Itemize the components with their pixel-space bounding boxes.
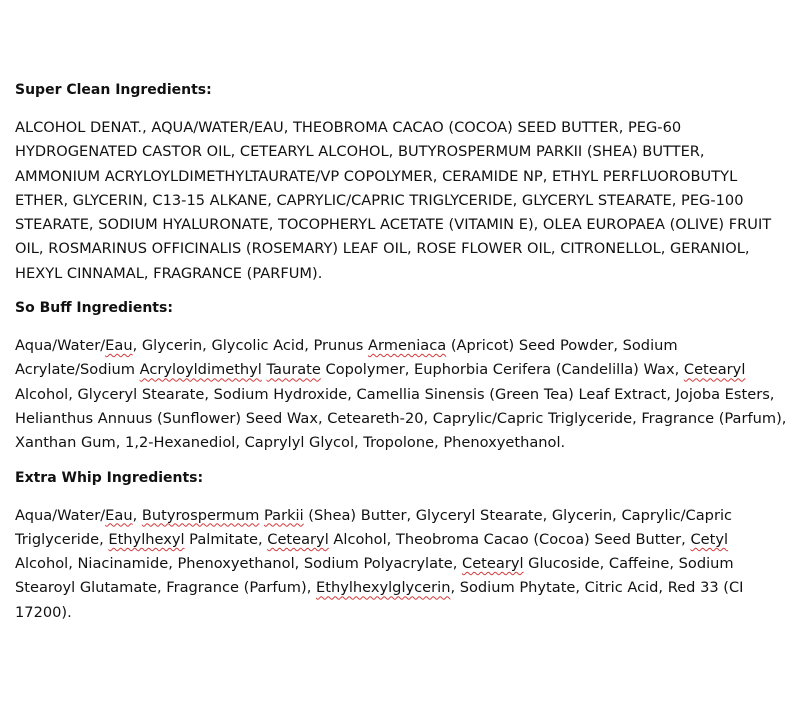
spellcheck-flagged-word: Ethylhexyl	[108, 530, 185, 548]
spellcheck-flagged-word: Eau	[105, 337, 133, 355]
spellcheck-flagged-word: Taurate	[266, 361, 321, 379]
spellcheck-flagged-word: Cetyl	[690, 530, 729, 548]
ingredients-super-clean: ALCOHOL DENAT., AQUA/WATER/EAU, THEOBROMA CACAO (COCOA) SEED BUTTER, PEG-60 HYDROGENATED CASTOR OIL, CETEARYL ALCOHOL, BUTYROSPERMUM PARKII (SHEA) BUTTER, AMMONIUM ACRYLOYLDIMETHYLTAURATE/VP COPOLYMER, CERAMIDE NP, ETHYL PERFLUOROBUTYL ETHER, GLYCERIN, C13-15 ALKANE, CAPRYLIC/CAPRIC TRIGLYCERIDE, GLYCERYL STEARATE, PEG-100 STEARATE, SODIUM HYALURONATE, TOCOPHERYL ACETATE (VITAMIN E), OLEA EUROPAEA (OLIVE) FRUIT OIL, ROSMARINUS OFFICINALIS (ROSEMARY) LEAF OIL, ROSE FLOWER OIL, CITRONELLOL, GERANIOL, HEXYL CINNAMAL, FRAGRANCE (PARFUM).	[15, 119, 772, 282]
spacer	[15, 456, 787, 466]
document-page	[15, 78, 787, 625]
spellcheck-flagged-word: Eau	[105, 506, 133, 524]
spacer	[15, 320, 787, 334]
section-heading-super-clean: Super Clean Ingredients:	[15, 82, 212, 98]
spellcheck-flagged-word: Cetearyl	[683, 361, 746, 379]
spacer	[15, 490, 787, 504]
spellcheck-flagged-word: Acryloyldimethyl	[139, 361, 262, 379]
ingredients-so-buff: Aqua/Water/Eau, Glycerin, Glycolic Acid, Prunus Armeniaca (Apricot) Seed Powder, Sodium Acrylate/Sodium Acryloyldimethyl Taurate Copolymer, Euphorbia Cerifera (Candelilla) Wax, Cetearyl Alcohol, Glyceryl Stearate, Sodium Hydroxide, Camellia Sinensis (Green Tea) Leaf Extract, Jojoba Esters, Helianthus Annuus (Sunflower) Seed Wax, Ceteareth-20, Caprylic/Capric Triglyceride, Fragrance (Parfum), Xanthan Gum, 1,2-Hexanediol, Caprylyl Glycol, Tropolone, Phenoxyethanol.	[15, 337, 787, 452]
section-heading-so-buff: So Buff Ingredients:	[15, 300, 173, 317]
spellcheck-flagged-word: Cetearyl	[462, 555, 524, 573]
spellcheck-flagged-word: Butyrospermum	[141, 506, 260, 524]
section-heading-extra-whip: Extra Whip Ingredients:	[15, 469, 204, 486]
spacer	[15, 286, 787, 296]
spellcheck-flagged-word: Armeniaca	[368, 337, 447, 355]
spacer	[15, 102, 787, 116]
ingredients-extra-whip: Aqua/Water/Eau, Butyrospermum Parkii (Shea) Butter, Glyceryl Stearate, Glycerin, Caprylic/Capric Triglyceride, Ethylhexyl Palmitate, Cetearyl Alcohol, Theobroma Cacao (Cocoa) Seed Butter, Cetyl Alcohol, Niacinamide, Phenoxyethanol, Sodium Polyacrylate, Cetearyl Glucoside, Caffeine, Sodium Stearoyl Glutamate, Fragrance (Parfum), Ethylhexylglycerin, Sodium Phytate, Citric Acid, Red 33 (CI 17200).	[15, 506, 744, 621]
spellcheck-flagged-word: Ethylhexylglycerin	[316, 579, 451, 597]
spellcheck-flagged-word: Parkii	[264, 506, 304, 524]
spellcheck-flagged-word: Cetearyl	[267, 530, 329, 548]
